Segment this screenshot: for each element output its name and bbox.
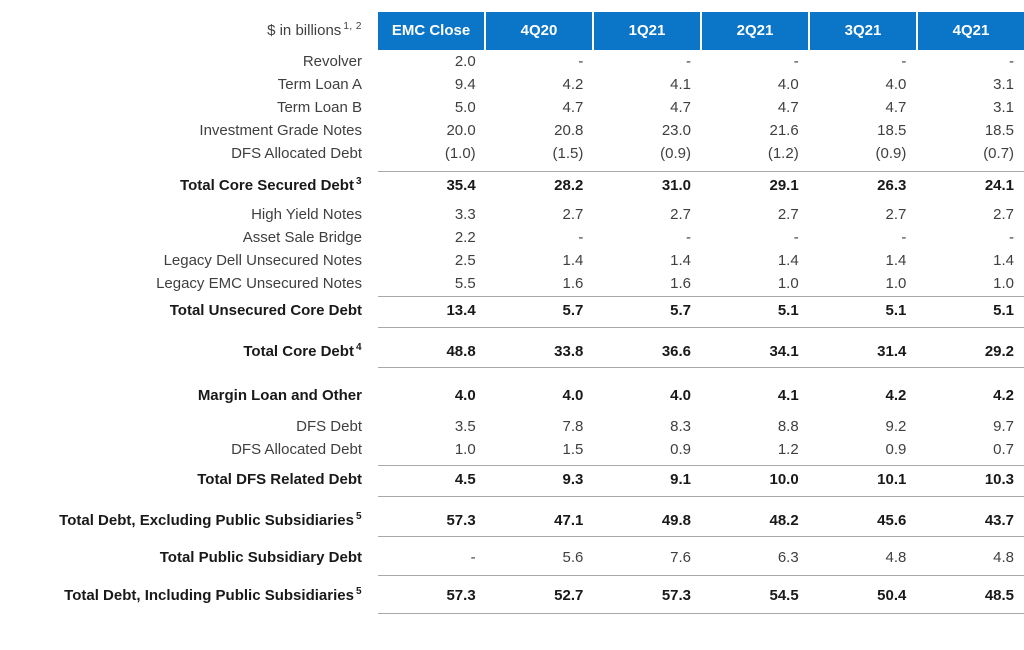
value-cell: 8.8 xyxy=(777,418,799,435)
value-cell: 4.2 xyxy=(562,76,584,93)
value-cell: 4.8 xyxy=(885,549,907,566)
row-label-text: Total DFS Related Debt xyxy=(197,471,362,488)
row-label xyxy=(0,119,378,142)
value-cell: (0.9) xyxy=(875,145,907,162)
value-cell: 2.7 xyxy=(562,206,584,223)
row-values xyxy=(378,249,1024,272)
value-cell: 5.1 xyxy=(993,302,1015,319)
value-cell: 6.3 xyxy=(777,549,799,566)
column-header: 1Q21 xyxy=(594,12,700,50)
value-cell: 1.0 xyxy=(777,275,799,292)
value-cell: 4.8 xyxy=(993,549,1015,566)
table-row xyxy=(0,415,1024,438)
row-label-text: Total Public Subsidiary Debt xyxy=(159,549,362,566)
value-cell: 4.2 xyxy=(993,387,1015,404)
row-label-text: Margin Loan and Other xyxy=(197,387,362,404)
value-cell: 33.8 xyxy=(554,343,584,360)
row-values xyxy=(378,505,1024,537)
row-values xyxy=(378,384,1024,407)
value-cell: 54.5 xyxy=(769,587,799,604)
row-values xyxy=(378,415,1024,438)
value-cell: - xyxy=(901,229,907,246)
value-cell: - xyxy=(686,53,692,70)
row-values xyxy=(378,226,1024,249)
column-header: 3Q21 xyxy=(810,12,916,50)
value-cell: 0.9 xyxy=(885,441,907,458)
value-cell: 50.4 xyxy=(877,587,907,604)
row-values xyxy=(378,272,1024,295)
row-label xyxy=(0,249,378,272)
value-cell: 5.0 xyxy=(454,99,476,116)
row-values xyxy=(378,171,1024,200)
value-cell: 48.5 xyxy=(984,587,1015,604)
value-cell: 45.6 xyxy=(877,512,907,529)
value-cell: 4.0 xyxy=(885,76,907,93)
row-label-text: DFS Allocated Debt xyxy=(231,441,362,458)
value-cell: 29.1 xyxy=(769,177,799,194)
value-cell: 5.1 xyxy=(777,302,799,319)
value-cell: 7.6 xyxy=(670,549,692,566)
row-label xyxy=(0,50,378,73)
row-label xyxy=(0,415,378,438)
value-cell: - xyxy=(1009,53,1015,70)
value-cell: 31.4 xyxy=(877,343,907,360)
table-row xyxy=(0,537,1024,576)
column-header: EMC Close xyxy=(378,12,484,50)
row-values xyxy=(378,537,1024,576)
value-cell: 1.2 xyxy=(777,441,799,458)
value-cell: 34.1 xyxy=(769,343,799,360)
value-cell: (1.5) xyxy=(552,145,584,162)
value-cell: 1.0 xyxy=(885,275,907,292)
row-label-text: Total Debt, Including Public Subsidiaries xyxy=(64,587,354,604)
row-label-text: Total Unsecured Core Debt xyxy=(169,302,362,319)
value-cell: 49.8 xyxy=(661,512,692,529)
value-cell: 1.0 xyxy=(454,441,476,458)
value-cell: 4.1 xyxy=(670,76,692,93)
value-cell: 26.3 xyxy=(877,177,907,194)
row-values xyxy=(378,576,1024,614)
value-cell: 35.4 xyxy=(446,177,476,194)
value-cell: - xyxy=(578,53,584,70)
column-headers xyxy=(378,12,1024,50)
value-cell: 21.6 xyxy=(769,122,799,139)
value-cell: 29.2 xyxy=(984,343,1015,360)
value-cell: 57.3 xyxy=(446,512,476,529)
table-row xyxy=(0,384,1024,407)
value-cell: 5.7 xyxy=(670,302,692,319)
value-cell: 1.4 xyxy=(670,252,692,269)
value-cell: 31.0 xyxy=(661,177,692,194)
value-cell: 28.2 xyxy=(554,177,584,194)
value-cell: - xyxy=(470,549,476,566)
value-cell: 18.5 xyxy=(877,122,907,139)
row-label-text: Legacy Dell Unsecured Notes xyxy=(163,252,362,269)
value-cell: 20.8 xyxy=(554,122,584,139)
row-values xyxy=(378,50,1024,73)
value-cell: 5.6 xyxy=(562,549,584,566)
row-values xyxy=(378,142,1024,165)
table-row xyxy=(0,328,1024,368)
table-row xyxy=(0,465,1024,497)
table-row xyxy=(0,272,1024,295)
table-row xyxy=(0,50,1024,73)
value-cell: - xyxy=(1009,229,1015,246)
column-header: 4Q20 xyxy=(486,12,592,50)
row-label-text: Total Debt, Excluding Public Subsidiaries xyxy=(59,512,354,529)
row-label-text: Revolver xyxy=(302,53,362,70)
value-cell: 0.9 xyxy=(670,441,692,458)
units-label xyxy=(0,12,378,50)
value-cell: 4.7 xyxy=(562,99,584,116)
value-cell: (1.0) xyxy=(444,145,476,162)
row-label xyxy=(0,537,378,576)
value-cell: 4.0 xyxy=(562,387,584,404)
value-cell: 1.0 xyxy=(993,275,1015,292)
value-cell: 9.4 xyxy=(454,76,476,93)
value-cell: 2.0 xyxy=(454,53,476,70)
row-label xyxy=(0,96,378,119)
row-label xyxy=(0,272,378,295)
value-cell: - xyxy=(578,229,584,246)
row-label-text: Asset Sale Bridge xyxy=(242,229,362,246)
row-values xyxy=(378,119,1024,142)
table-row xyxy=(0,438,1024,461)
value-cell: 10.1 xyxy=(877,471,907,488)
value-cell: - xyxy=(793,53,799,70)
row-label-footnote: 5 xyxy=(355,586,362,597)
row-values xyxy=(378,73,1024,96)
row-label-text: Investment Grade Notes xyxy=(199,122,362,139)
value-cell: 3.1 xyxy=(993,76,1015,93)
value-cell: 9.1 xyxy=(670,471,692,488)
row-label-text: Total Core Debt xyxy=(243,343,354,360)
value-cell: 9.3 xyxy=(562,471,584,488)
value-cell: 1.4 xyxy=(885,252,907,269)
value-cell: 48.2 xyxy=(769,512,799,529)
value-cell: (1.2) xyxy=(767,145,799,162)
row-label xyxy=(0,438,378,461)
value-cell: 5.7 xyxy=(562,302,584,319)
table-row xyxy=(0,296,1024,328)
value-cell: 48.8 xyxy=(446,343,476,360)
row-label-text: DFS Debt xyxy=(296,418,362,435)
value-cell: - xyxy=(793,229,799,246)
value-cell: 1.4 xyxy=(562,252,584,269)
value-cell: - xyxy=(901,53,907,70)
table-row xyxy=(0,505,1024,537)
value-cell: 1.6 xyxy=(562,275,584,292)
value-cell: 1.5 xyxy=(562,441,584,458)
row-label xyxy=(0,142,378,165)
value-cell: 10.3 xyxy=(984,471,1015,488)
value-cell: 4.7 xyxy=(670,99,692,116)
value-cell: 4.7 xyxy=(777,99,799,116)
row-label-text: Total Core Secured Debt xyxy=(180,177,354,194)
row-label xyxy=(0,384,378,407)
table-row xyxy=(0,119,1024,142)
value-cell: 8.3 xyxy=(670,418,692,435)
value-cell: 2.5 xyxy=(454,252,476,269)
value-cell: 4.2 xyxy=(885,387,907,404)
row-values xyxy=(378,465,1024,497)
units-label-footnote: 1, 2 xyxy=(343,21,362,32)
value-cell: 4.0 xyxy=(454,387,476,404)
row-values xyxy=(378,296,1024,328)
value-cell: 13.4 xyxy=(446,302,476,319)
value-cell: 2.2 xyxy=(454,229,476,246)
value-cell: (0.9) xyxy=(660,145,692,162)
value-cell: 24.1 xyxy=(984,177,1015,194)
column-header: 2Q21 xyxy=(702,12,808,50)
value-cell: 23.0 xyxy=(661,122,692,139)
value-cell: 3.1 xyxy=(993,99,1015,116)
row-values xyxy=(378,96,1024,119)
table-row xyxy=(0,73,1024,96)
table-row xyxy=(0,226,1024,249)
value-cell: 9.2 xyxy=(885,418,907,435)
row-label xyxy=(0,465,378,497)
column-header: 4Q21 xyxy=(918,12,1024,50)
value-cell: 1.6 xyxy=(670,275,692,292)
value-cell: 3.3 xyxy=(454,206,476,223)
value-cell: 4.5 xyxy=(454,471,476,488)
value-cell: 7.8 xyxy=(562,418,584,435)
value-cell: 5.1 xyxy=(885,302,907,319)
value-cell: 2.7 xyxy=(670,206,692,223)
row-label xyxy=(0,296,378,328)
value-cell: 20.0 xyxy=(446,122,476,139)
value-cell: - xyxy=(686,229,692,246)
value-cell: 4.1 xyxy=(777,387,799,404)
row-values xyxy=(378,438,1024,461)
value-cell: 18.5 xyxy=(984,122,1015,139)
value-cell: 1.4 xyxy=(777,252,799,269)
table-row xyxy=(0,203,1024,226)
value-cell: 36.6 xyxy=(661,343,692,360)
value-cell: 52.7 xyxy=(554,587,584,604)
value-cell: 1.4 xyxy=(993,252,1015,269)
table-row xyxy=(0,142,1024,165)
row-label-text: Term Loan A xyxy=(277,76,362,93)
row-label xyxy=(0,73,378,96)
value-cell: 2.7 xyxy=(777,206,799,223)
row-label xyxy=(0,203,378,226)
value-cell: 2.7 xyxy=(885,206,907,223)
table-header-row xyxy=(0,12,1024,50)
row-label-text: Term Loan B xyxy=(276,99,362,116)
units-label-text: $ in billions xyxy=(267,22,342,39)
row-values xyxy=(378,203,1024,226)
row-label xyxy=(0,171,378,200)
row-label-footnote: 3 xyxy=(355,176,362,187)
value-cell: 47.1 xyxy=(554,512,584,529)
row-label-footnote: 4 xyxy=(355,342,362,353)
row-label xyxy=(0,576,378,614)
table-row xyxy=(0,249,1024,272)
value-cell: 43.7 xyxy=(984,512,1015,529)
value-cell: 5.5 xyxy=(454,275,476,292)
table-body xyxy=(0,50,1024,614)
debt-summary-table xyxy=(0,12,1024,650)
row-label xyxy=(0,328,378,368)
value-cell: 57.3 xyxy=(661,587,692,604)
value-cell: 4.0 xyxy=(670,387,692,404)
value-cell: 0.7 xyxy=(993,441,1015,458)
row-label xyxy=(0,226,378,249)
value-cell: 4.0 xyxy=(777,76,799,93)
value-cell: 57.3 xyxy=(446,587,476,604)
value-cell: 10.0 xyxy=(769,471,799,488)
row-values xyxy=(378,328,1024,368)
row-label-text: High Yield Notes xyxy=(251,206,362,223)
table-row xyxy=(0,171,1024,200)
value-cell: 9.7 xyxy=(993,418,1015,435)
value-cell: 2.7 xyxy=(993,206,1015,223)
row-label-footnote: 5 xyxy=(355,511,362,522)
row-label-text: Legacy EMC Unsecured Notes xyxy=(156,275,362,292)
value-cell: 4.7 xyxy=(885,99,907,116)
value-cell: 3.5 xyxy=(454,418,476,435)
row-label-text: DFS Allocated Debt xyxy=(231,145,362,162)
table-row xyxy=(0,576,1024,614)
table-row xyxy=(0,96,1024,119)
row-label xyxy=(0,505,378,537)
value-cell: (0.7) xyxy=(983,145,1015,162)
